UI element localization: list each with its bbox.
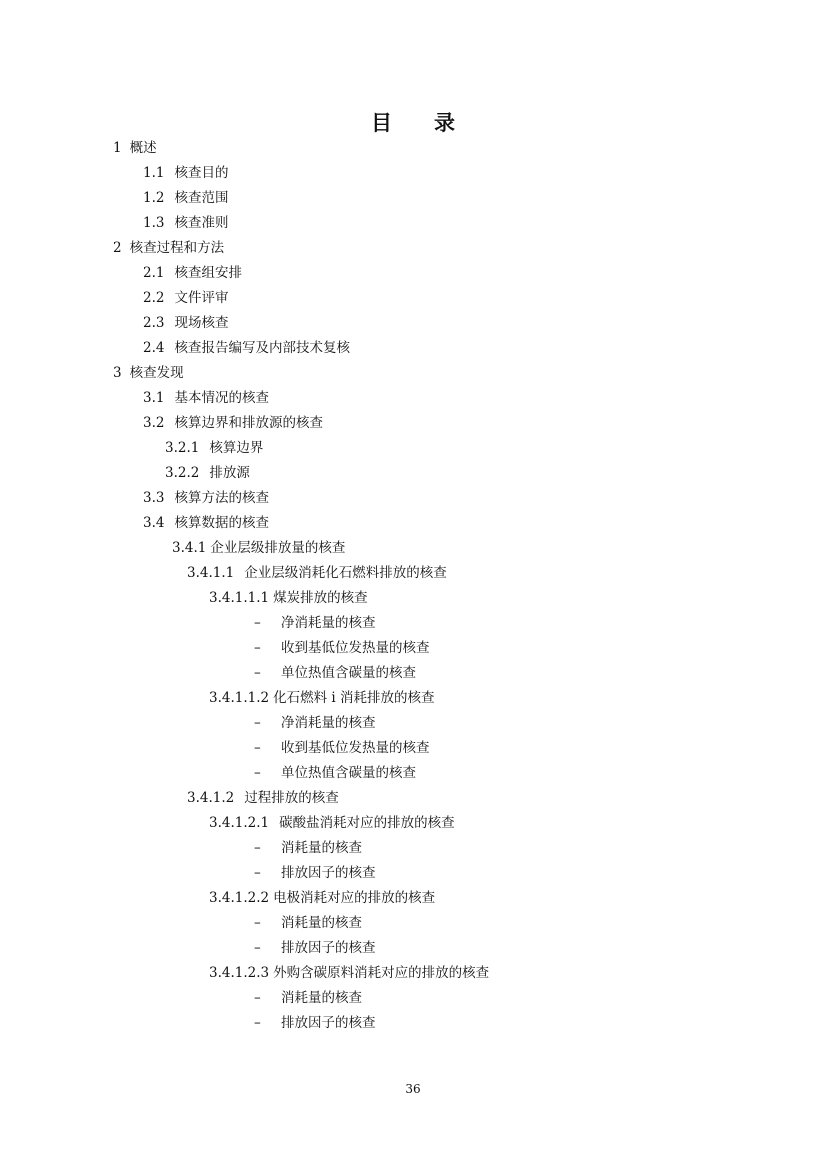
toc-entry-number: 3.4.1.1.2 bbox=[209, 690, 270, 706]
toc-entry-title: 单位热值含碳量的核查 bbox=[281, 765, 416, 781]
toc-entry[interactable] bbox=[0, 536, 826, 561]
toc-entry-title: 单位热值含碳量的核查 bbox=[281, 665, 416, 681]
toc-subitem[interactable] bbox=[0, 611, 826, 636]
toc-entry[interactable] bbox=[0, 236, 826, 261]
toc-entry-title: 排放因子的核查 bbox=[281, 940, 376, 956]
toc-entry-title: 化石燃料 i 消耗排放的核查 bbox=[273, 690, 435, 706]
toc-subitem[interactable] bbox=[0, 736, 826, 761]
toc-entry-number: 3.4.1.1.1 bbox=[209, 590, 270, 606]
toc-entry[interactable] bbox=[0, 686, 826, 711]
toc-entry[interactable] bbox=[0, 286, 826, 311]
toc-entry[interactable] bbox=[0, 486, 826, 511]
toc-entry-title: 排放因子的核查 bbox=[281, 1015, 376, 1031]
toc-entry-title: 净消耗量的核查 bbox=[281, 715, 376, 731]
toc-entry[interactable] bbox=[0, 311, 826, 336]
toc-bullet: – bbox=[254, 615, 261, 631]
toc-entry-title: 核算边界和排放源的核查 bbox=[174, 415, 323, 431]
toc-entry[interactable] bbox=[0, 786, 826, 811]
toc-bullet: – bbox=[254, 715, 261, 731]
toc-entry[interactable] bbox=[0, 461, 826, 486]
toc-entry-number: 2.1 bbox=[143, 265, 165, 281]
toc-subitem[interactable] bbox=[0, 661, 826, 686]
toc-entry-title: 基本情况的核查 bbox=[174, 390, 269, 406]
toc-entry-title: 核算边界 bbox=[209, 440, 264, 456]
toc-entry-title: 消耗量的核查 bbox=[281, 915, 362, 931]
toc-entry-title: 核算方法的核查 bbox=[174, 490, 269, 506]
toc-bullet: – bbox=[254, 915, 261, 931]
toc-entry-title: 核查组安排 bbox=[174, 265, 242, 281]
toc-entry-number: 2.4 bbox=[143, 340, 165, 356]
page-number: 36 bbox=[405, 1082, 421, 1096]
toc-entry-number: 1 bbox=[113, 140, 122, 156]
toc-bullet: – bbox=[254, 665, 261, 681]
toc-entry-number: 3.4.1.1 bbox=[187, 565, 235, 581]
toc-subitem[interactable] bbox=[0, 711, 826, 736]
toc-bullet: – bbox=[254, 740, 261, 756]
toc-entry-title: 核查过程和方法 bbox=[129, 240, 225, 256]
toc-subitem[interactable] bbox=[0, 986, 826, 1011]
toc-entry[interactable] bbox=[0, 886, 826, 911]
toc-entry[interactable] bbox=[0, 161, 826, 186]
page-title-left: 目 bbox=[371, 111, 392, 135]
toc-subitem[interactable] bbox=[0, 761, 826, 786]
toc-entry[interactable] bbox=[0, 261, 826, 286]
toc-entry-title: 核查目的 bbox=[174, 165, 229, 181]
toc-entry-title: 企业层级消耗化石燃料排放的核查 bbox=[244, 565, 447, 581]
toc-entry-number: 2.2 bbox=[143, 290, 165, 306]
toc-entry-title: 收到基低位发热量的核查 bbox=[281, 740, 430, 756]
toc-entry-title: 消耗量的核查 bbox=[281, 990, 362, 1006]
toc-entry[interactable] bbox=[0, 436, 826, 461]
toc-entry-title: 过程排放的核查 bbox=[244, 790, 339, 806]
toc-entry-title: 排放因子的核查 bbox=[281, 865, 376, 881]
toc-bullet: – bbox=[254, 865, 261, 881]
toc-subitem[interactable] bbox=[0, 836, 826, 861]
toc-entry-title: 收到基低位发热量的核查 bbox=[281, 640, 430, 656]
toc-bullet: – bbox=[254, 640, 261, 656]
toc-entry-title: 排放源 bbox=[209, 465, 250, 481]
toc-entry-title: 碳酸盐消耗对应的排放的核查 bbox=[279, 815, 455, 831]
toc-bullet: – bbox=[254, 940, 261, 956]
toc-entry-title: 核算数据的核查 bbox=[174, 515, 269, 531]
toc-entry-title: 文件评审 bbox=[174, 290, 229, 306]
toc-entry[interactable] bbox=[0, 811, 826, 836]
toc-entry[interactable] bbox=[0, 411, 826, 436]
table-of-contents bbox=[0, 136, 826, 1036]
toc-entry-title: 核查准则 bbox=[174, 215, 229, 231]
toc-entry[interactable] bbox=[0, 136, 826, 161]
toc-entry-number: 1.1 bbox=[143, 165, 165, 181]
toc-entry-number: 3.3 bbox=[143, 490, 165, 506]
toc-entry-number: 3 bbox=[113, 365, 122, 381]
toc-entry-title: 外购含碳原料消耗对应的排放的核查 bbox=[273, 965, 490, 981]
toc-entry[interactable] bbox=[0, 386, 826, 411]
toc-entry-title: 核查范围 bbox=[174, 190, 229, 206]
toc-entry-title: 消耗量的核查 bbox=[281, 840, 362, 856]
toc-entry-number: 3.1 bbox=[143, 390, 165, 406]
toc-entry[interactable] bbox=[0, 561, 826, 586]
toc-entry[interactable] bbox=[0, 336, 826, 361]
toc-bullet: – bbox=[254, 765, 261, 781]
toc-subitem[interactable] bbox=[0, 636, 826, 661]
toc-subitem[interactable] bbox=[0, 861, 826, 886]
toc-subitem[interactable] bbox=[0, 936, 826, 961]
toc-entry-number: 3.2.1 bbox=[165, 440, 200, 456]
toc-entry[interactable] bbox=[0, 211, 826, 236]
toc-entry-number: 3.4 bbox=[143, 515, 165, 531]
toc-subitem[interactable] bbox=[0, 911, 826, 936]
toc-entry-number: 3.4.1.2 bbox=[187, 790, 235, 806]
toc-entry-title: 概述 bbox=[129, 140, 157, 156]
toc-entry-number: 2 bbox=[113, 240, 122, 256]
toc-entry-number: 3.4.1.2.2 bbox=[209, 890, 270, 906]
toc-entry-number: 3.4.1 bbox=[172, 540, 207, 556]
page-title-right: 录 bbox=[434, 111, 455, 135]
toc-entry-title: 净消耗量的核查 bbox=[281, 615, 376, 631]
toc-entry-number: 2.3 bbox=[143, 315, 165, 331]
toc-entry-title: 企业层级排放量的核查 bbox=[210, 540, 346, 556]
toc-entry-title: 现场核查 bbox=[174, 315, 229, 331]
toc-entry-number: 1.3 bbox=[143, 215, 165, 231]
toc-bullet: – bbox=[254, 990, 261, 1006]
toc-bullet: – bbox=[254, 840, 261, 856]
toc-bullet: – bbox=[254, 1015, 261, 1031]
toc-entry-title: 煤炭排放的核查 bbox=[273, 590, 368, 606]
toc-entry-number: 1.2 bbox=[143, 190, 165, 206]
page-title bbox=[0, 107, 826, 137]
toc-entry[interactable] bbox=[0, 186, 826, 211]
toc-entry[interactable] bbox=[0, 361, 826, 386]
toc-entry-number: 3.2.2 bbox=[165, 465, 200, 481]
toc-entry[interactable] bbox=[0, 511, 826, 536]
toc-entry[interactable] bbox=[0, 961, 826, 986]
toc-entry-title: 核查发现 bbox=[129, 365, 184, 381]
toc-entry-number: 3.4.1.2.1 bbox=[209, 815, 270, 831]
toc-entry-title: 电极消耗对应的排放的核查 bbox=[273, 890, 436, 906]
toc-entry[interactable] bbox=[0, 586, 826, 611]
toc-entry-number: 3.4.1.2.3 bbox=[209, 965, 270, 981]
toc-entry-number: 3.2 bbox=[143, 415, 165, 431]
toc-entry-title: 核查报告编写及内部技术复核 bbox=[174, 340, 350, 356]
toc-subitem[interactable] bbox=[0, 1011, 826, 1036]
